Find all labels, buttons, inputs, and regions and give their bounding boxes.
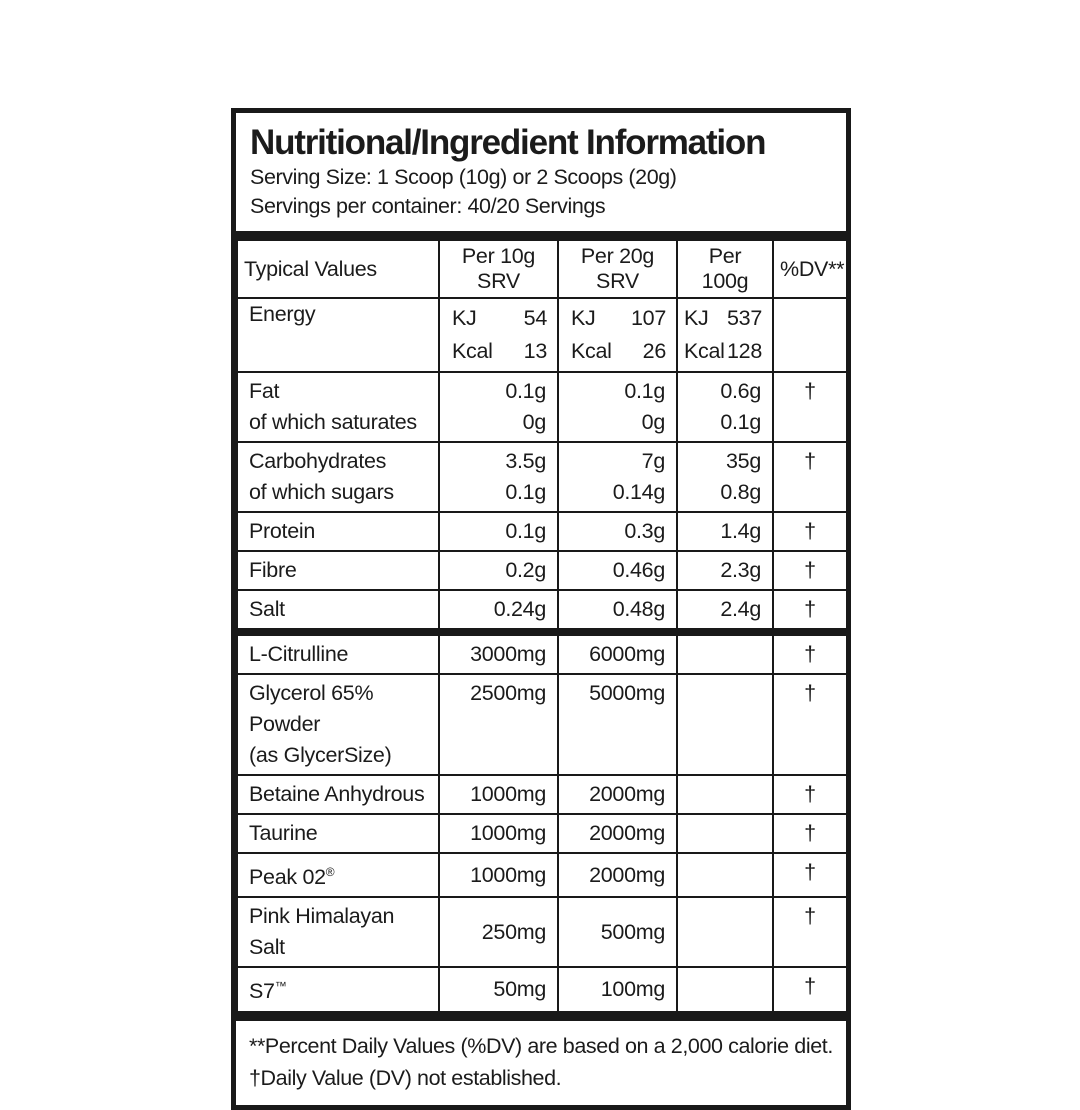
table-row-fibre [237, 551, 847, 590]
energy-unit-kcal: Kcal [452, 339, 493, 364]
value-per-20g: 0.1g 0g [558, 372, 677, 442]
dv-symbol: † [773, 372, 847, 442]
dv-symbol: † [773, 442, 847, 512]
row-label: Betaine Anhydrous [237, 775, 439, 814]
dv-symbol: † [773, 814, 847, 853]
energy-value: 26 [642, 339, 666, 364]
value-per-10g: 0.1g [439, 512, 558, 551]
dv-symbol: † [773, 674, 847, 775]
value-per-100g-empty [677, 853, 773, 897]
value-per-100g: 35g 0.8g [677, 442, 773, 512]
energy-unit-kj: KJ [452, 306, 477, 331]
dv-symbol: † [773, 775, 847, 814]
dv-symbol: † [773, 632, 847, 674]
value-per-20g: 6000mg [558, 632, 677, 674]
value-per-20g: 2000mg [558, 814, 677, 853]
energy-value: 54 [523, 306, 547, 331]
value-per-10g: 1000mg [439, 814, 558, 853]
energy-value: 128 [727, 339, 762, 364]
value-per-20g: 0.46g [558, 551, 677, 590]
value-per-20g: 5000mg [558, 674, 677, 775]
column-header-per-100g: Per 100g [677, 240, 773, 298]
row-label: Glycerol 65% Powder (as GlycerSize) [237, 674, 439, 775]
value-per-10g: 0.1g 0g [439, 372, 558, 442]
table-row-energy [237, 298, 847, 372]
dv-cell-empty [773, 298, 847, 372]
footnote-percent-dv: **Percent Daily Values (%DV) are based on a 2,000 calorie diet. [249, 1033, 833, 1058]
energy-per-10g [439, 298, 558, 372]
value-per-100g-empty [677, 897, 773, 967]
column-header-per-20g: Per 20g SRV [558, 240, 677, 298]
row-label: Fibre [237, 551, 439, 590]
table-row-protein [237, 512, 847, 551]
value-per-10g: 1000mg [439, 853, 558, 897]
dv-symbol: † [773, 590, 847, 632]
energy-unit-kj: KJ [571, 306, 596, 331]
table-row-carbohydrates [237, 442, 847, 512]
dv-symbol: † [773, 551, 847, 590]
row-label: Carbohydrates of which sugars [237, 442, 439, 512]
row-label: Peak 02® [237, 853, 439, 897]
table-row-salt [237, 590, 847, 632]
value-per-20g: 0.48g [558, 590, 677, 632]
value-per-20g: 2000mg [558, 853, 677, 897]
nutrition-label [231, 108, 851, 1110]
label-header [236, 113, 846, 239]
registered-mark: ® [325, 865, 335, 880]
value-per-10g: 0.2g [439, 551, 558, 590]
dv-symbol: † [773, 967, 847, 1011]
value-per-10g: 0.24g [439, 590, 558, 632]
row-label: L-Citrulline [237, 632, 439, 674]
energy-unit-kcal: Kcal [571, 339, 612, 364]
row-label: Salt [237, 590, 439, 632]
value-per-100g: 2.4g [677, 590, 773, 632]
value-per-100g: 2.3g [677, 551, 773, 590]
servings-per-container-text: Servings per container: 40/20 Servings [250, 194, 606, 219]
label-title: Nutritional/Ingredient Information [250, 123, 766, 162]
energy-per-20g [558, 298, 677, 372]
value-per-10g: 1000mg [439, 775, 558, 814]
energy-value: 107 [631, 306, 666, 331]
column-header-row [237, 240, 847, 298]
table-row-pink-himalayan-salt [237, 897, 847, 967]
value-per-10g: 50mg [439, 967, 558, 1011]
value-per-10g: 250mg [439, 897, 558, 967]
value-per-20g: 500mg [558, 897, 677, 967]
column-header-per-10g: Per 10g SRV [439, 240, 558, 298]
footnote-dv-not-established: †Daily Value (DV) not established. [249, 1065, 562, 1090]
table-row-l-citrulline [237, 632, 847, 674]
footnotes [236, 1013, 846, 1105]
value-per-20g: 0.3g [558, 512, 677, 551]
row-label: Protein [237, 512, 439, 551]
table-row-fat [237, 372, 847, 442]
row-label: Energy [237, 298, 439, 372]
value-per-20g: 100mg [558, 967, 677, 1011]
column-header-dv: %DV** [773, 240, 847, 298]
value-per-20g: 2000mg [558, 775, 677, 814]
value-per-100g-empty [677, 967, 773, 1011]
table-row-glycerol [237, 674, 847, 775]
dv-symbol: † [773, 897, 847, 967]
table-row-peak-o2 [237, 853, 847, 897]
table-row-betaine [237, 775, 847, 814]
value-per-20g: 7g 0.14g [558, 442, 677, 512]
table-row-taurine [237, 814, 847, 853]
dv-symbol: † [773, 853, 847, 897]
row-label: Fat of which saturates [237, 372, 439, 442]
serving-size-text: Serving Size: 1 Scoop (10g) or 2 Scoops (20g) [250, 165, 677, 190]
value-per-100g-empty [677, 814, 773, 853]
value-per-100g-empty [677, 775, 773, 814]
row-label: Pink Himalayan Salt [237, 897, 439, 967]
energy-unit-kj: KJ [684, 306, 709, 331]
value-per-100g: 1.4g [677, 512, 773, 551]
value-per-10g: 3.5g 0.1g [439, 442, 558, 512]
value-per-100g: 0.6g 0.1g [677, 372, 773, 442]
energy-per-100g [677, 298, 773, 372]
value-per-10g: 3000mg [439, 632, 558, 674]
row-label: Taurine [237, 814, 439, 853]
column-header-typical-values: Typical Values [237, 240, 439, 298]
dv-symbol: † [773, 512, 847, 551]
nutrition-table [236, 239, 848, 1012]
trademark-mark: ™ [274, 979, 287, 994]
value-per-100g-empty [677, 674, 773, 775]
value-per-10g: 2500mg [439, 674, 558, 775]
energy-value: 537 [727, 306, 762, 331]
value-per-100g-empty [677, 632, 773, 674]
energy-value: 13 [523, 339, 547, 364]
energy-unit-kcal: Kcal [684, 339, 725, 364]
row-label: S7™ [237, 967, 439, 1011]
table-row-s7 [237, 967, 847, 1011]
